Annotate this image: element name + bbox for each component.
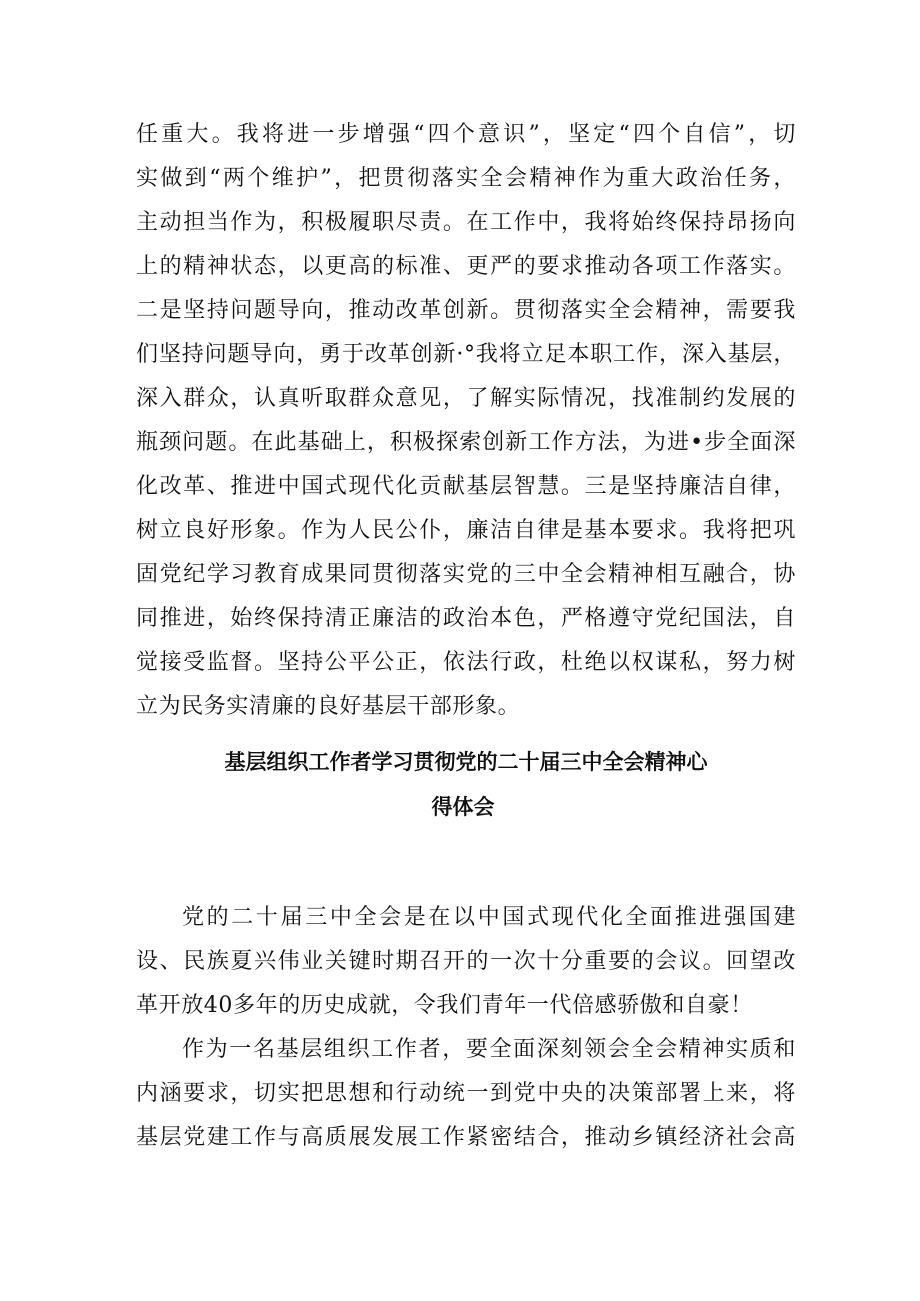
text-line: 觉接受监督。坚持公平公正，依法行政，杜绝以权谋私，努力树 [136, 650, 796, 675]
text-line: 任重大。我将进一步增强“四个意识”，坚定“四个自信”，切 [136, 122, 796, 147]
paragraph-first-line: 作为一名基层组织工作者，要全面深刻领会全会精神实质和 [182, 1037, 796, 1062]
continued-paragraph [136, 113, 796, 729]
article-title [136, 740, 796, 830]
text-line: 主动担当作为，积极履职尽责。在工作中，我将始终保持昂扬向 [136, 210, 796, 235]
text-line: 立为民务实清廉的良好基层干部形象。 [136, 694, 521, 719]
title-line: 基层组织工作者学习贯彻党的二十届三中全会精神心 [224, 750, 708, 774]
text-line: 基层党建工作与高质展发展工作紧密结合，推动乡镇经济社会高 [136, 1125, 796, 1150]
text-line: 固党纪学习教育成果同贯彻落实党的三中全会精神相互融合，协 [136, 562, 796, 587]
text-line: 们坚持问题导向，勇于改革创新·°我将立足本职工作，深入基层， [136, 342, 796, 367]
text-line: 实做到“两个维护”，把贯彻落实全会精神作为重大政治任务， [136, 166, 796, 191]
text-line: 设、民族夏兴伟业关键时期召开的一次十分重要的会议。回望改 [136, 949, 796, 974]
article-body [136, 896, 796, 1160]
text-line: 革开放40多年的历史成就，令我们青年一代倍感骄傲和自豪！ [136, 993, 753, 1018]
paragraph-first-line: 党的二十届三中全会是在以中国式现代化全面推进强国建 [182, 905, 796, 930]
text-line: 上的精神状态，以更高的标准、更严的要求推动各项工作落实。 [136, 254, 796, 279]
text-line: 树立良好形象。作为人民公仆，廉洁自律是基本要求。我将把巩 [136, 518, 796, 543]
text-line: 同推进，始终保持清正廉洁的政治本色，严格遵守党纪国法，自 [136, 606, 796, 631]
text-line: 深入群众，认真听取群众意见，了解实际情况，找准制约发展的 [136, 386, 796, 411]
text-line: 化改革、推进中国式现代化贡献基层智慧。三是坚持廉洁自律， [136, 474, 796, 499]
text-line: 内涵要求，切实把思想和行动统一到党中央的决策部署上来，将 [136, 1081, 796, 1106]
text-line: 二是坚持问题导向，推动改革创新。贯彻落实全会精神，需要我 [136, 298, 796, 323]
title-line: 得体会 [431, 795, 495, 819]
text-line: 瓶颈问题。在此基础上，积极探索创新工作方法，为进•步全面深 [136, 430, 796, 455]
